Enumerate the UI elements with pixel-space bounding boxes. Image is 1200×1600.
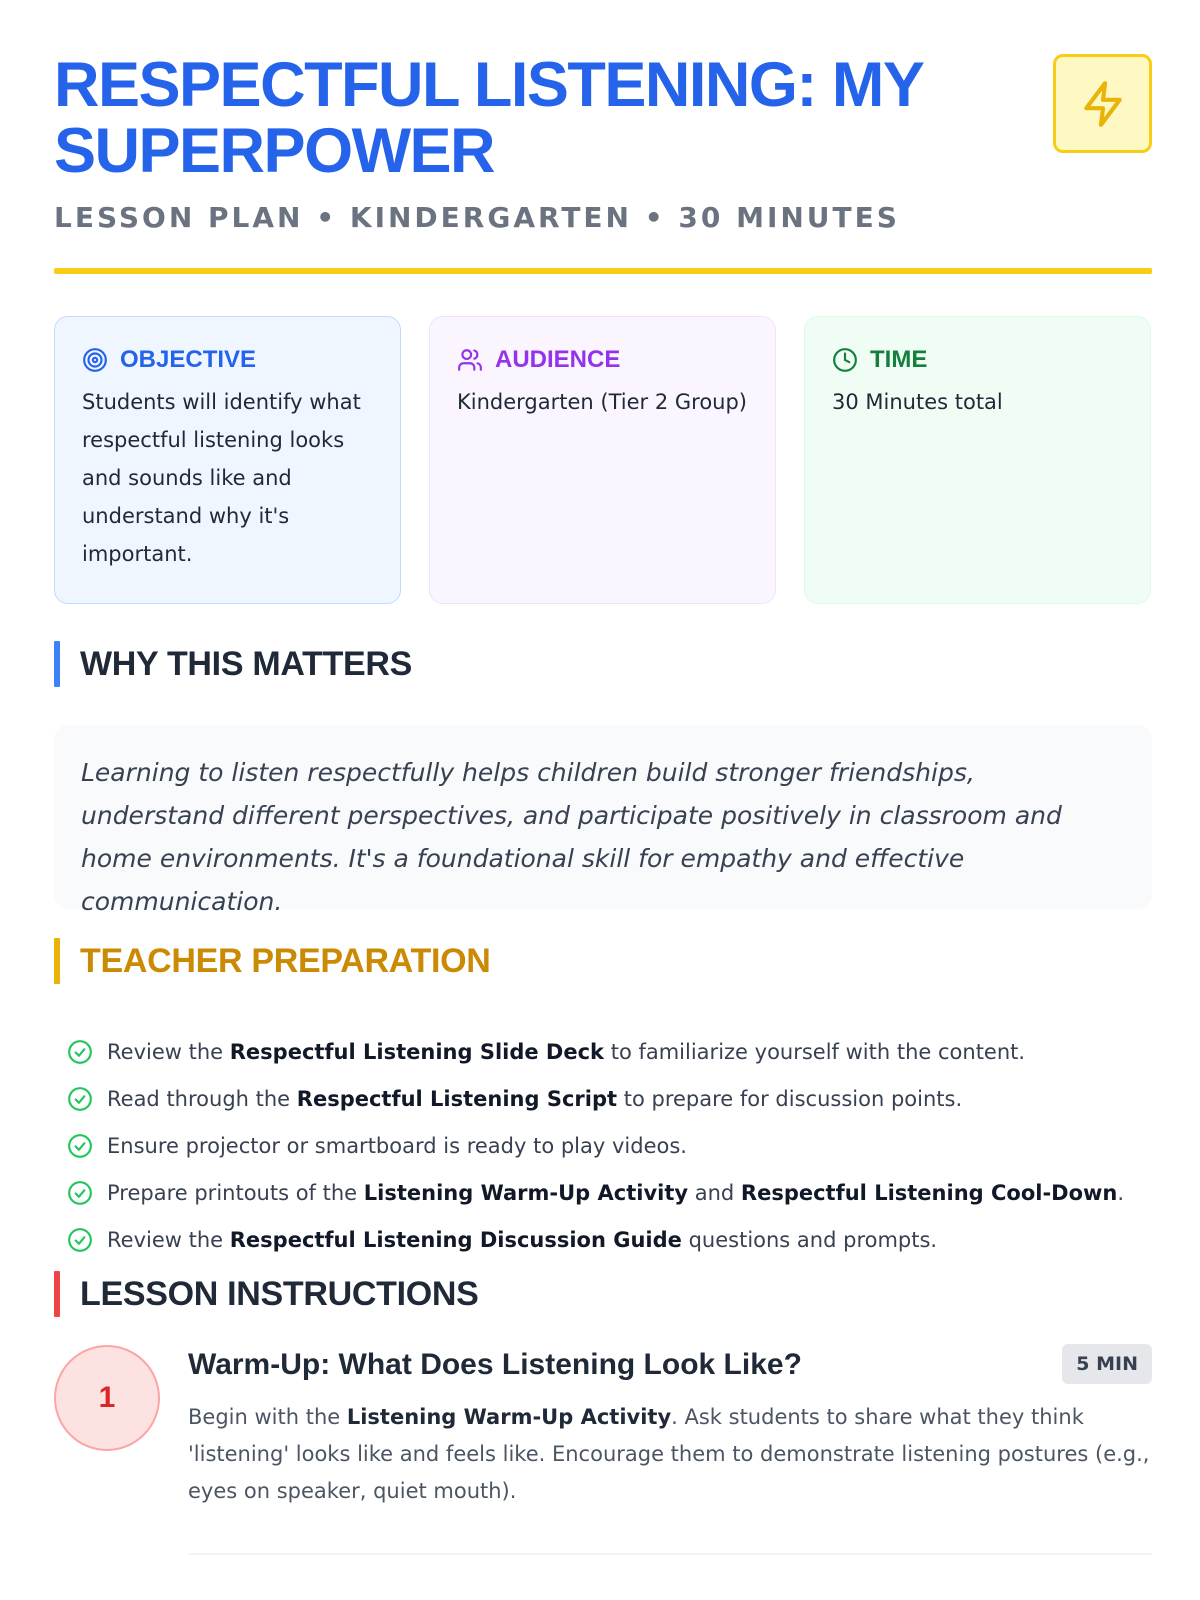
summary-cards (54, 316, 1152, 604)
prep-item: Review the Respectful Listening Slide Deck to familiarize yourself with the content. (67, 1028, 1147, 1075)
prep-section-heading (54, 938, 491, 984)
why-section-heading (54, 641, 412, 687)
prep-item: Review the Respectful Listening Discussion Guide questions and prompts. (67, 1216, 1147, 1263)
prep-item: Prepare printouts of the Listening Warm-Up Activity and Respectful Listening Cool-Down. (67, 1169, 1147, 1216)
step-description: Begin with the Listening Warm-Up Activity. Ask students to share what they think 'listening' looks like and feels like. Encourage them to demonstrate listening postures (e.g., eyes on speaker, quiet mouth). (188, 1405, 1150, 1503)
why-heading: WHY THIS MATTERS (80, 644, 413, 683)
audience-text: Kindergarten (Tier 2 Group) (457, 390, 748, 414)
check-circle-icon (67, 1086, 93, 1112)
audience-title: AUDIENCE (495, 346, 621, 373)
check-circle-icon (67, 1133, 93, 1159)
duration-badge: 5 MIN (1062, 1344, 1152, 1384)
clock-icon (832, 347, 858, 373)
step-number-circle: 1 (54, 1345, 160, 1451)
audience-card (429, 316, 776, 604)
section-accent-bar (54, 641, 60, 687)
check-circle-icon (67, 1227, 93, 1253)
lightning-bolt-badge (1053, 54, 1152, 153)
lesson-header (54, 52, 1152, 242)
page-title: RESPECTFUL LISTENING: MY SUPERPOWER (54, 50, 923, 186)
instructions-section-heading (54, 1271, 479, 1317)
check-circle-icon (67, 1180, 93, 1206)
section-accent-bar (54, 1271, 60, 1317)
time-title: TIME (870, 346, 928, 373)
objective-text: Students will identify what respectful listening looks and sounds like and understand why it's important. (82, 390, 361, 566)
time-text: 30 Minutes total (832, 390, 1003, 414)
lightning-bolt-icon (1078, 79, 1128, 129)
time-card (804, 316, 1151, 604)
objective-card (54, 316, 401, 604)
users-icon (457, 347, 483, 373)
check-circle-icon (67, 1039, 93, 1065)
prep-checklist (67, 1028, 1147, 1263)
prep-heading: TEACHER PREPARATION (80, 941, 491, 980)
instructions-heading: LESSON INSTRUCTIONS (80, 1274, 479, 1313)
objective-title: OBJECTIVE (120, 346, 257, 373)
prep-item: Ensure projector or smartboard is ready to play videos. (67, 1122, 1147, 1169)
target-icon (82, 347, 108, 373)
step-divider (188, 1553, 1152, 1555)
prep-item: Read through the Respectful Listening Script to prepare for discussion points. (67, 1075, 1147, 1122)
why-text-box (54, 725, 1152, 916)
why-text: Learning to listen respectfully helps children build stronger friendships, understand different perspectives, and participate positively in classroom and home environments. It's a foundational skill for empathy and effective communication. (81, 758, 1062, 916)
page-subtitle: LESSON PLAN • KINDERGARTEN • 30 MINUTES (54, 201, 900, 234)
header-divider (54, 268, 1152, 274)
lesson-plan-page (54, 50, 1152, 1503)
section-accent-bar (54, 938, 60, 984)
step-content (188, 1345, 1152, 1510)
step-title: Warm-Up: What Does Listening Look Like? (188, 1348, 802, 1381)
